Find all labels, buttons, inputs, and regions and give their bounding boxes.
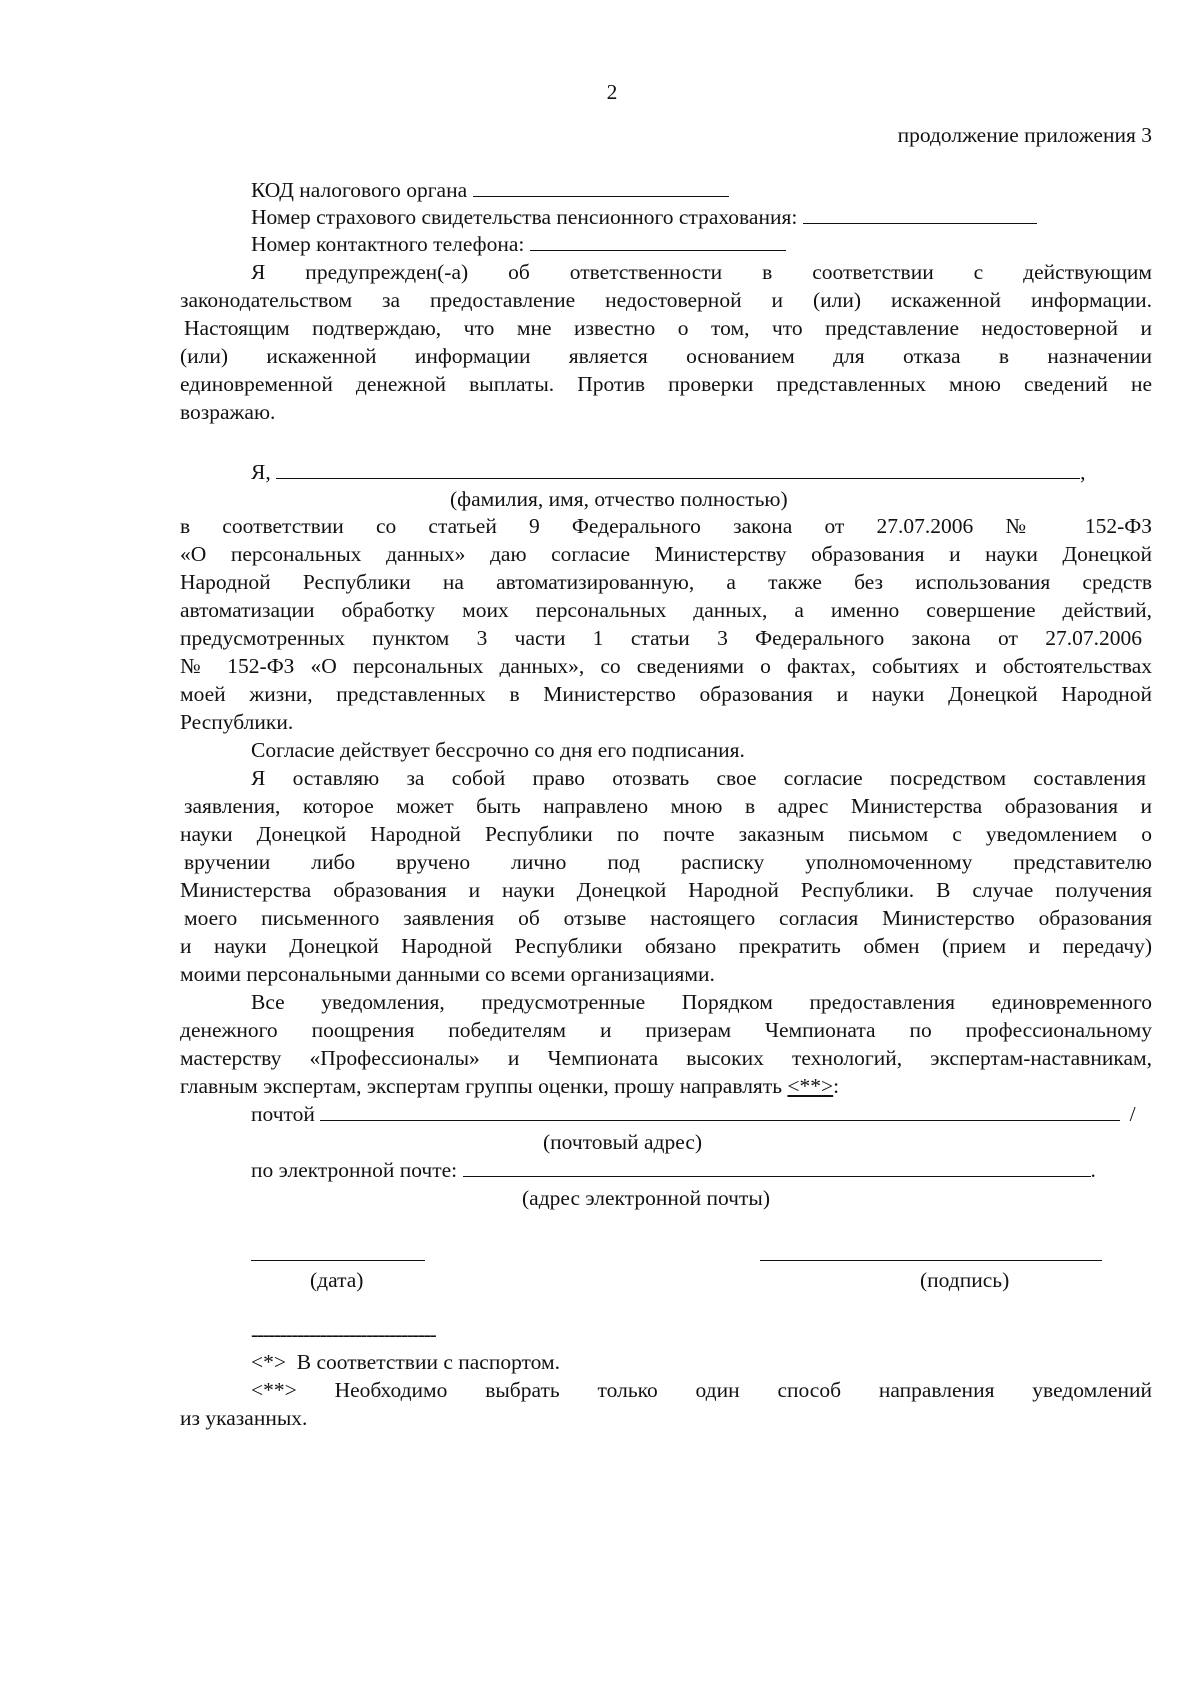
mail-field (251, 1100, 1136, 1128)
revoke-line: моего письменного заявления об отзыве настоящего согласия Министерство образования (184, 906, 1152, 930)
name-caption: (фамилия, имя, отчество полностью) (450, 487, 788, 511)
email-address-blank[interactable] (463, 1175, 1091, 1177)
revoke-line: вручении либо вручено лично под расписку уполномоченному представителю (184, 850, 1152, 874)
name-suffix: , (1080, 460, 1086, 484)
email-end: . (1090, 1158, 1096, 1182)
full-name-blank[interactable] (276, 477, 1080, 479)
email-field (251, 1156, 1096, 1184)
revoke-line: заявления, которое может быть направлено мною в адрес Министерства образования и (184, 794, 1152, 818)
validity-line: Согласие действует бессрочно со дня его подписания. (251, 738, 745, 762)
header-note: продолжение приложения 3 (897, 123, 1152, 147)
mail-caption: (почтовый адрес) (543, 1130, 703, 1154)
consent-line: № 152-ФЗ «О персональных данных», со сведениями о фактах, событиях и обстоятельствах (180, 654, 1152, 678)
consent-line: предусмотренных пунктом 3 части 1 статьи 3 Федерального закона от 27.07.2006 (180, 626, 1142, 650)
tax-code-label: КОД налогового органа (251, 178, 468, 202)
name-prefix: Я, (251, 460, 271, 484)
notice-line-last (180, 1072, 839, 1100)
revoke-line: науки Донецкой Народной Республики по почте заказным письмом с уведомлением о (180, 822, 1152, 846)
footnote-2: <**> Необходимо выбрать только один способ направления уведомлений (251, 1378, 1152, 1402)
notice-line: мастерству «Профессионалы» и Чемпионата высоких технологий, экспертам-наставникам, (180, 1046, 1152, 1070)
footnote-ref[interactable]: <**> (787, 1074, 834, 1098)
insurance-label: Номер страхового свидетельства пенсионного страхования: (251, 205, 798, 229)
footnote-2-cont: из указанных. (180, 1406, 308, 1430)
warning-line: законодательством за предоставление недостоверной и (или) искаженной информации. (180, 288, 1152, 312)
consent-line: «О персональных данных» даю согласие Министерству образования и науки Донецкой (180, 542, 1152, 566)
footnote-1: <*> В соответствии с паспортом. (251, 1350, 560, 1374)
insurance-field (251, 203, 1037, 231)
notice-line: денежного поощрения победителям и призерам Чемпионата по профессиональному (180, 1018, 1152, 1042)
mail-end: / (1129, 1102, 1136, 1126)
postal-address-blank[interactable] (320, 1119, 1120, 1121)
revoke-line: и науки Донецкой Народной Республики обязано прекратить обмен (прием и передачу) (180, 934, 1152, 958)
date-caption: (дата) (310, 1268, 364, 1292)
consent-line: в соответствии со статьей 9 Федерального закона от 27.07.2006 № 152-ФЗ (180, 514, 1152, 538)
name-field (251, 458, 1085, 486)
consent-line: автоматизации обработку моих персональных данных, а именно совершение действий, (180, 598, 1152, 622)
revoke-line: Я оставляю за собой право отозвать свое согласие посредством составления (251, 766, 1146, 790)
revoke-line: Министерства образования и науки Донецкой Народной Республики. В случае получения (180, 878, 1152, 902)
footnote-separator: -------------------------------- (251, 1322, 436, 1346)
phone-blank[interactable] (530, 249, 786, 251)
warning-line: возражаю. (180, 400, 276, 424)
signature-blank[interactable] (760, 1259, 1102, 1261)
notice-last-text: главным экспертам, экспертам группы оценки, прошу направлять (180, 1074, 783, 1098)
notice-line: Все уведомления, предусмотренные Порядком предоставления единовременного (251, 990, 1152, 1014)
consent-line: Народной Республики на автоматизированную, а также без использования средств (180, 570, 1152, 594)
notice-last-colon: : (833, 1074, 840, 1098)
warning-line: Настоящим подтверждаю, что мне известно о том, что представление недостоверной и (184, 316, 1152, 340)
insurance-blank[interactable] (803, 222, 1037, 224)
phone-field (251, 230, 786, 258)
phone-label: Номер контактного телефона: (251, 232, 525, 256)
signature-caption: (подпись) (920, 1268, 1010, 1292)
tax-code-field (251, 176, 729, 204)
email-caption: (адрес электронной почты) (522, 1186, 770, 1210)
warning-line: (или) искаженной информации является основанием для отказа в назначении (180, 344, 1152, 368)
warning-line: единовременной денежной выплаты. Против проверки представленных мною сведений не (180, 372, 1152, 396)
revoke-line: моими персональными данными со всеми организациями. (180, 962, 715, 986)
consent-line: моей жизни, представленных в Министерство образования и науки Донецкой Народной (180, 682, 1152, 706)
warning-line: Я предупрежден(-а) об ответственности в соответствии с действующим (251, 260, 1152, 284)
mail-label: почтой (251, 1102, 315, 1126)
email-label: по электронной почте: (251, 1158, 458, 1182)
consent-line: Республики. (180, 710, 294, 734)
page-number: 2 (606, 80, 618, 104)
tax-code-blank[interactable] (473, 195, 729, 197)
date-blank[interactable] (251, 1259, 425, 1261)
